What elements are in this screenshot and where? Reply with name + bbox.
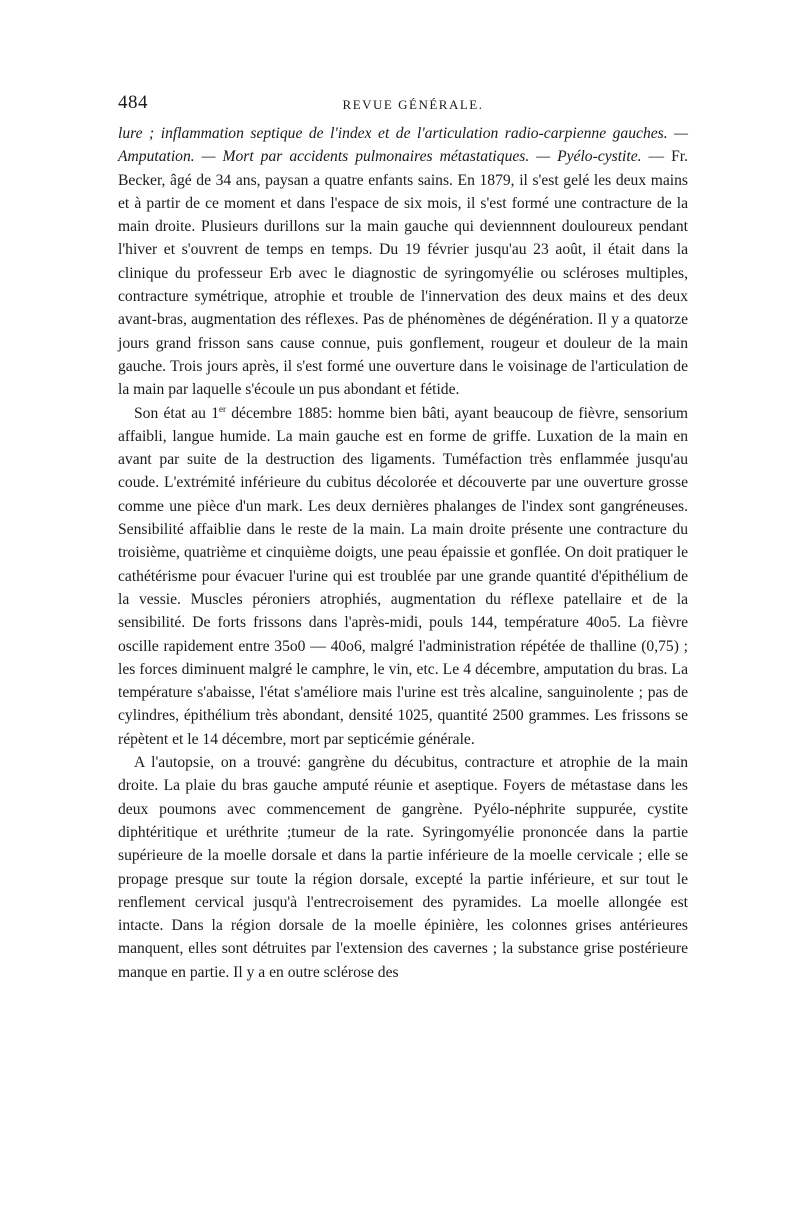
case-title-italic: lure ; inflammation septique de l'index et de l'articulation radio-carpienne gauches. — Amputation. — Mort par accidents pulmonaires métastatiques. — Pyélo-cystite.	[118, 125, 688, 166]
paragraph-autopsy	[118, 751, 688, 984]
page-number: 484	[118, 92, 148, 113]
ordinal-superscript: er	[219, 403, 227, 414]
case-history-text: — Fr. Becker, âgé de 34 ans, paysan a quatre enfants sains. En 1879, il s'est gelé les deux mains et à partir de ce moment et dans l'espace de six mois, il s'est formé une contracture de la main droite. Plusieurs durillons sur la main gauche qui deviennnent douloureux pendant l'hiver et s'ouvrent de temps en temps. Du 19 février jusqu'au 23 août, il était dans la clinique du professeur Erb avec le diagnostic de syringomyélie ou scléroses multiples, contracture symétrique, atrophie et trouble de l'innervation des deux mains et des deux avant-bras, augmentation des réflexes. Pas de phénomènes de dégénération. Il y a quatorze jours grand frisson sans cause connue, puis gonflement, rougeur et douleur de la main gauche. Trois jours après, il s'est formé une ouverture dans le voisinage de l'articulation de la main par laquelle s'écoule un pus abondant et fétide.	[118, 148, 688, 399]
paragraph-case-history	[118, 122, 688, 402]
page-header	[118, 92, 688, 118]
status-text-start: Son état au 1	[134, 404, 220, 422]
paragraph-status	[118, 402, 688, 751]
body-text	[118, 122, 688, 984]
document-page	[118, 92, 688, 984]
running-title: REVUE GÉNÉRALE.	[342, 97, 484, 112]
status-text-rest: décembre 1885: homme bien bâti, ayant beaucoup de fièvre, sensorium affaibli, langue humide. La main gauche est en forme de griffe. Luxation de la main en avant par suite de la destruction des ligaments. Tuméfaction très enflammée jusqu'au coude. L'extrémité inférieure du cubitus décolorée et découverte par une ouverture grosse comme une pièce d'un mark. Les deux dernières phalanges de l'index sont gangréneuses. Sensibilité affaiblie dans le reste de la main. La main droite présente une contracture du troisième, quatrième et cinquième doigts, une peau épaissie et gonflée. On doit pratiquer le cathétérisme pour évacuer l'urine qui est troublée par une grande quantité d'épithélium de la vessie. Muscles péroniers atrophiés, augmentation du réflexe patellaire et de la sensibilité. De forts frissons dans l'après-midi, pouls 144, température 40o5. La fièvre oscille rapidement entre 35o0 — 40o6, malgré l'administration répétée de thalline (0,75) ; les forces diminuent malgré le camphre, le vin, etc. Le 4 décembre, amputation du bras. La température s'abaisse, l'état s'améliore mais l'urine est très alcaline, sanguinolente ; pas de cylindres, épithélium très abondant, densité 1025, quantité 2500 grammes. Les frissons se répètent et le 14 décembre, mort par septicémie générale.	[118, 404, 689, 748]
autopsy-text: A l'autopsie, on a trouvé: gangrène du décubitus, contracture et atrophie de la main droite. La plaie du bras gauche amputé réunie et aseptique. Foyers de métastase dans les deux poumons avec commencement de gangrène. Pyélo-néphrite suppurée, cystite diphtéritique et uréthrite ;tumeur de la rate. Syringomyélie prononcée dans la partie supérieure de la moelle dorsale et dans la partie inférieure de la moelle cervicale ; elle se propage presque sur toute la région dorsale, excepté la partie inférieure, et sur tout le renflement cervical jusqu'à l'entrecroisement des pyramides. La moelle allongée est intacte. Dans la région dorsale de la moelle épinière, les colonnes grises antérieures manquent, elles sont détruites par l'extension des cavernes ; la substance grise postérieure manque en partie. Il y a en outre sclérose des	[118, 754, 688, 981]
